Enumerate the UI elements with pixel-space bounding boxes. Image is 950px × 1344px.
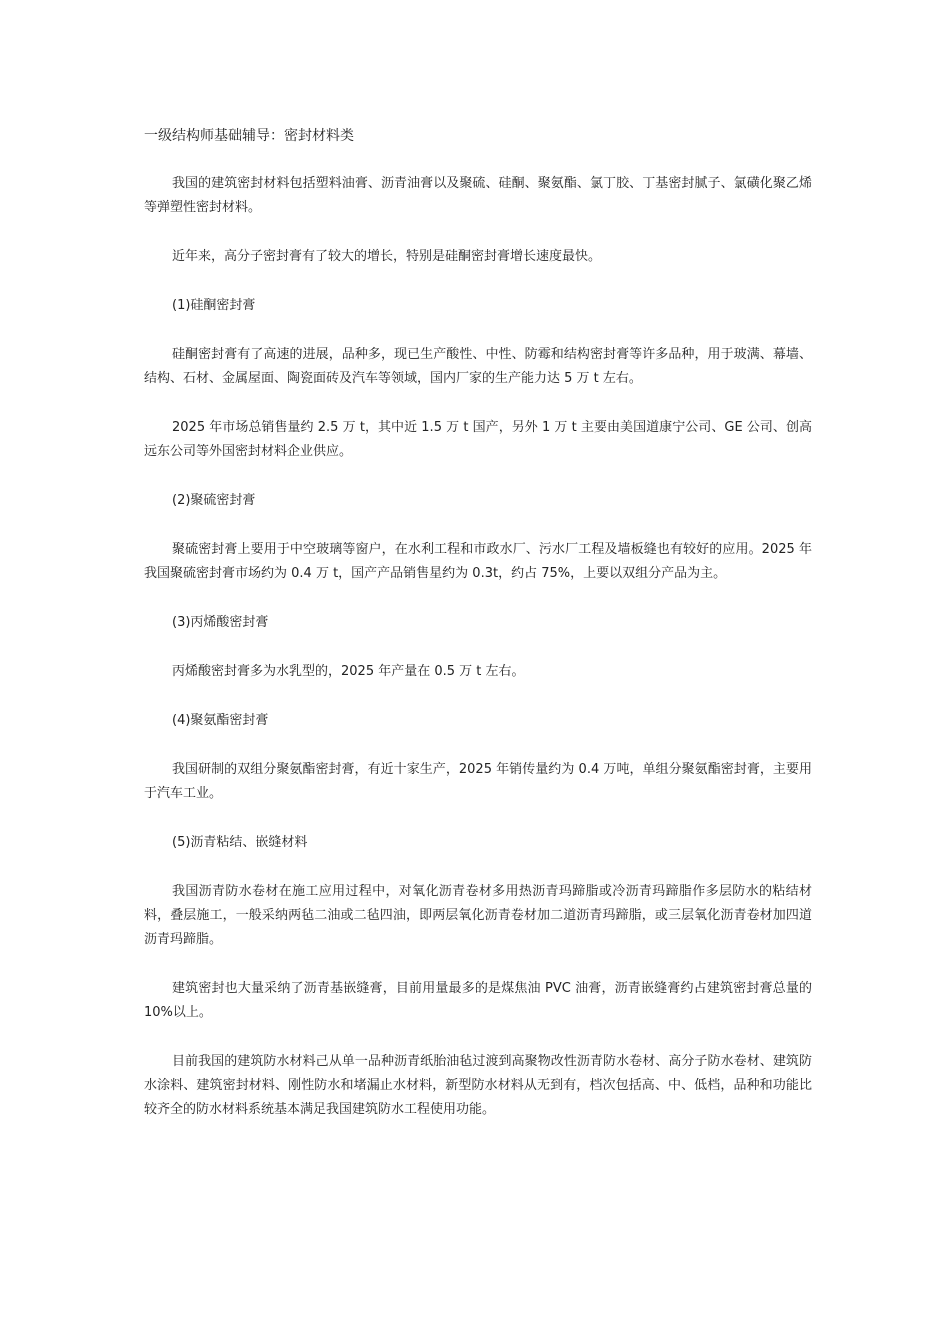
section-heading-polyurethane: (4)聚氨酯密封膏 xyxy=(172,713,269,728)
paragraph-silicone-progress: 硅酮密封膏有了高速的进展，品种多，现已生产酸性、中性、防霉和结构密封膏等许多品种，用于玻满、幕墙、结构、石材、金属屋面、陶瓷面砖及汽车等领域，国内厂家的生产能力达 5 万 t 左右。 xyxy=(144,347,812,386)
paragraph-conclusion: 目前我国的建筑防水材料己从单一品种沥青纸胎油毡过渡到高聚物改性沥青防水卷材、高分子防水卷材、建筑防水涂料、建筑密封材料、刚性防水和堵漏止水材料，新型防水材料从无到有，档次包括高、中、低档，品种和功能比较齐全的防水材料系统基本满足我国建筑防水工程使用功能。 xyxy=(144,1054,812,1117)
section-heading-asphalt: (5)沥青粘结、嵌缝材料 xyxy=(172,835,308,850)
paragraph-asphalt-caulking: 建筑密封也大量采纳了沥青基嵌缝膏，目前用量最多的是煤焦油 PVC 油膏，沥青嵌缝膏约占建筑密封膏总量的 10%以上。 xyxy=(144,981,812,1020)
section-heading-acrylic: (3)丙烯酸密封膏 xyxy=(172,615,269,630)
paragraph-polyurethane: 我国研制的双组分聚氨酯密封膏，有近十家生产，2025 年销传量约为 0.4 万吨，单组分聚氨酯密封膏，主要用于汽车工业。 xyxy=(144,762,812,801)
document-page xyxy=(144,124,812,1147)
document-title: 一级结构师基础辅导：密封材料类 xyxy=(144,128,354,144)
section-heading-polysulfide: (2)聚硫密封膏 xyxy=(172,493,256,508)
paragraph-intro: 我国的建筑密封材料包括塑料油膏、沥青油膏以及聚硫、硅酮、聚氨酯、氯丁胶、丁基密封腻子、氯磺化聚乙烯等弹塑性密封材料。 xyxy=(144,176,812,215)
section-heading-silicone: (1)硅酮密封膏 xyxy=(172,298,256,313)
paragraph-polysulfide: 聚硫密封膏上要用于中空玻璃等窗户，在水利工程和市政水厂、污水厂工程及墙板缝也有较好的应用。2025 年我国聚硫密封膏市场约为 0.4 万 t，国产产品销售星约为 0.3t，约占 75%，上要以双组分产品为主。 xyxy=(144,542,812,581)
paragraph-asphalt-bonding: 我国沥青防水卷材在施工应用过程中，对氧化沥青卷材多用热沥青玛蹄脂或冷沥青玛蹄脂作多层防水的粘结材料，叠层施工，一般采纳两毡二油或二毡四油，即两层氧化沥青卷材加二道沥青玛蹄脂，或三层氧化沥青卷材加四道沥青玛蹄脂。 xyxy=(144,884,812,947)
paragraph-growth: 近年来，高分子密封膏有了较大的增长，特别是硅酮密封膏增长速度最快。 xyxy=(172,249,602,264)
paragraph-silicone-market: 2025 年市场总销售量约 2.5 万 t，其中近 1.5 万 t 国产，另外 1 万 t 主要由美国道康宁公司、GE 公司、创高远东公司等外国密封材料企业供应。 xyxy=(144,420,812,459)
paragraph-acrylic: 丙烯酸密封膏多为水乳型的，2025 年产量在 0.5 万 t 左右。 xyxy=(172,664,525,679)
